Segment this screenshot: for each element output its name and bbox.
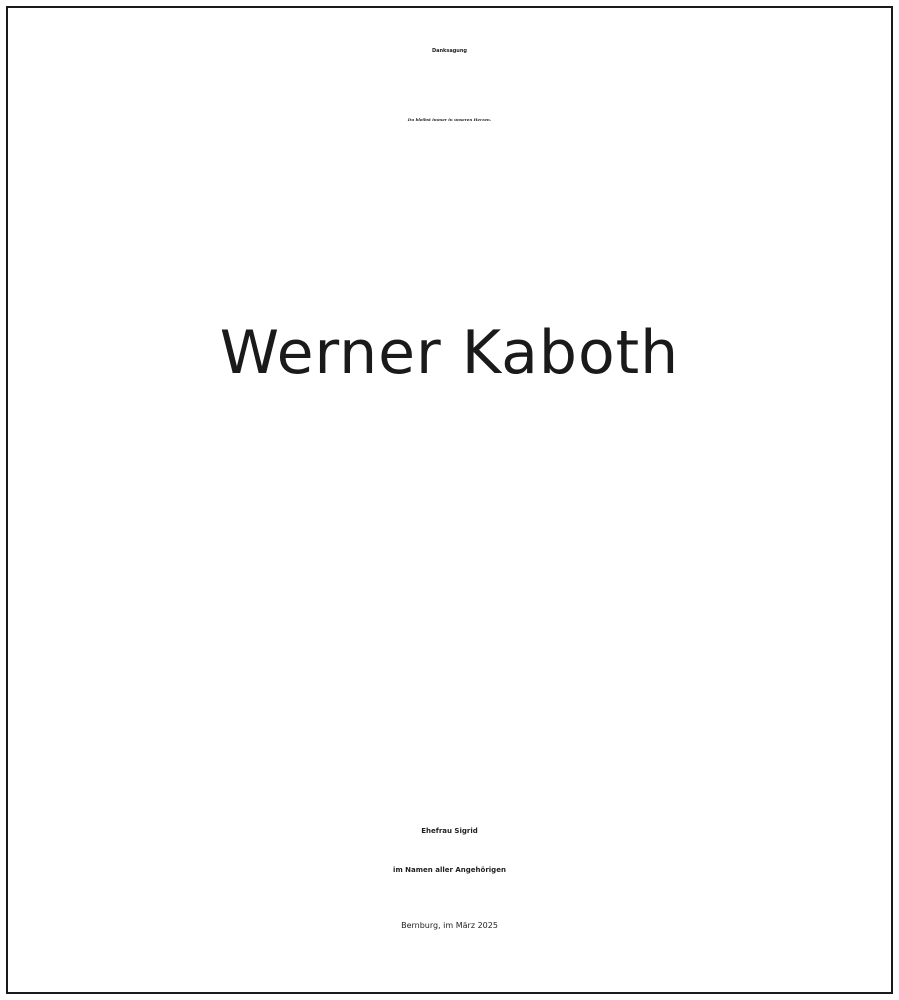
notice-motto: Du bleibst immer in unseren Herzen. <box>407 117 492 122</box>
deceased-name: Werner Kaboth <box>219 318 680 388</box>
special-thanks-line <box>0 660 899 699</box>
signer-name: Ehefrau Sigrid <box>421 827 478 835</box>
special-thanks-line <box>0 543 899 582</box>
notice-heading: Danksagung <box>431 48 468 54</box>
special-thanks-line <box>0 699 899 738</box>
family-line: im Namen aller Angehörigen <box>393 866 506 874</box>
special-thanks-paragraph <box>0 543 899 738</box>
thanks-line <box>0 477 899 516</box>
intro-paragraph <box>0 170 899 287</box>
thanks-line <box>0 438 899 477</box>
closing-phrase <box>0 773 899 812</box>
special-thanks-line <box>0 621 899 660</box>
closing-block <box>0 773 899 890</box>
thanks-paragraph <box>0 438 899 516</box>
special-thanks-line <box>0 582 899 621</box>
intro-line <box>0 209 899 248</box>
intro-line <box>0 170 899 209</box>
place-date: Bernburg, im März 2025 <box>401 921 498 930</box>
intro-line <box>0 248 899 287</box>
